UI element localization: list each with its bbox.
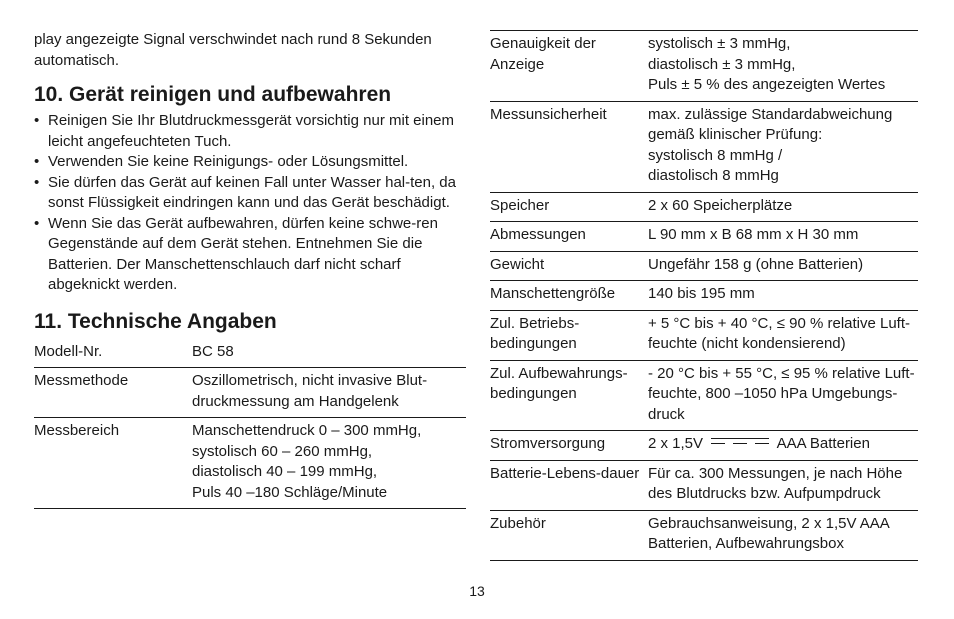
bullet-item: • Verwenden Sie keine Reinigungs- oder Lösungsmittel.	[34, 152, 466, 173]
spec-key: Messmethode	[34, 372, 129, 389]
page-number: 13	[469, 583, 485, 599]
spec-value: Oszillometrisch, nicht invasive Blut-druckmessung am Handgelenk	[192, 372, 428, 410]
spec-value: Manschettendruck 0 – 300 mmHg, systolisch 60 – 260 mmHg, diastolisch 40 – 199 mmHg, Puls 40 –180 Schläge/Minute	[192, 422, 422, 501]
spec-key: Genauigkeit der Anzeige	[490, 35, 596, 73]
spec-value: 2 x 60 Speicherplätze	[648, 196, 793, 214]
spec-key: Zul. Aufbewahrungs-bedingungen	[490, 364, 628, 402]
spec-row	[34, 418, 466, 509]
right-spec-table	[490, 30, 918, 561]
spec-row	[490, 431, 918, 461]
direct-current-icon	[711, 437, 769, 447]
spec-row	[490, 192, 918, 222]
spec-row	[490, 101, 918, 192]
left-spec-table	[34, 339, 466, 510]
spec-value: BC 58	[192, 342, 234, 360]
bullet-item: • Sie dürfen das Gerät auf keinen Fall unter Wasser hal-ten, da sonst Flüssigkeit eindringen kann und das Gerät beschädigt.	[34, 173, 466, 214]
spec-key: Modell-Nr.	[34, 342, 103, 360]
cleaning-bullet-list	[34, 111, 466, 296]
spec-key: Zul. Betriebs-bedingungen	[490, 314, 580, 352]
spec-key: Manschettengröße	[490, 285, 616, 302]
section-clean-heading: 10. Gerät reinigen und aufbewahren	[34, 83, 392, 106]
spec-key: Stromversorgung	[490, 435, 606, 452]
power-suffix: AAA Batterien	[776, 435, 870, 452]
spec-value: Für ca. 300 Messungen, je nach Höhe des Blutdrucks bzw. Aufpumpdruck	[648, 464, 903, 502]
spec-value: + 5 °C bis + 40 °C, ≤ 90 % relative Luft-feuchte (nicht kondensierend)	[648, 314, 911, 352]
spec-row	[490, 222, 918, 252]
spec-key: Gewicht	[490, 255, 545, 273]
bullet-item: • Reinigen Sie Ihr Blutdruckmessgerät vorsichtig nur mit einem leicht angefeuchteten Tuch.	[34, 111, 466, 152]
spec-row	[34, 368, 466, 418]
spec-key: Batterie-Lebens-dauer	[490, 464, 640, 482]
spec-row	[490, 31, 918, 102]
spec-row	[490, 251, 918, 281]
intro-paragraph: play angezeigte Signal verschwindet nach rund 8 Sekunden automatisch.	[34, 31, 432, 69]
spec-value: - 20 °C bis + 55 °C, ≤ 95 % relative Luft-feuchte, 800 –1050 hPa Umgebungs-druck	[648, 364, 915, 423]
spec-value: Gebrauchsanweisung, 2 x 1,5V AAA Batterien, Aufbewahrungsbox	[648, 514, 889, 552]
spec-key: Speicher	[490, 196, 550, 214]
bullet-item: • Wenn Sie das Gerät aufbewahren, dürfen keine schwe-ren Gegenstände auf dem Gerät stehen. Entnehmen Sie die Batterien. Der Manschettenschlauch darf nicht scharf abgeknickt werden.	[34, 214, 466, 296]
spec-value: L 90 mm x B 68 mm x H 30 mm	[648, 226, 859, 243]
spec-value	[648, 431, 918, 461]
spec-key: Messunsicherheit	[490, 105, 607, 123]
spec-value: Ungefähr 158 g (ohne Batterien)	[648, 255, 864, 273]
spec-value: 140 bis 195 mm	[648, 285, 755, 302]
right-column	[490, 30, 918, 561]
spec-row	[34, 339, 466, 368]
spec-value: systolisch ± 3 mmHg, diastolisch ± 3 mmHg, Puls ± 5 % des angezeigten Wertes	[648, 35, 886, 93]
section-tech-heading: 11. Technische Angaben	[34, 309, 277, 333]
spec-key: Zubehör	[490, 514, 546, 532]
spec-row	[490, 460, 918, 510]
spec-row	[490, 310, 918, 360]
spec-row	[490, 510, 918, 560]
left-column	[34, 30, 466, 509]
spec-key: Messbereich	[34, 422, 120, 439]
spec-key: Abmessungen	[490, 226, 586, 243]
spec-row	[490, 281, 918, 311]
spec-row	[490, 360, 918, 431]
spec-value: max. zulässige Standardabweichung gemäß klinischer Prüfung: systolisch 8 mmHg / diastolisch 8 mmHg	[648, 105, 893, 184]
power-prefix: 2 x 1,5V	[648, 435, 704, 452]
